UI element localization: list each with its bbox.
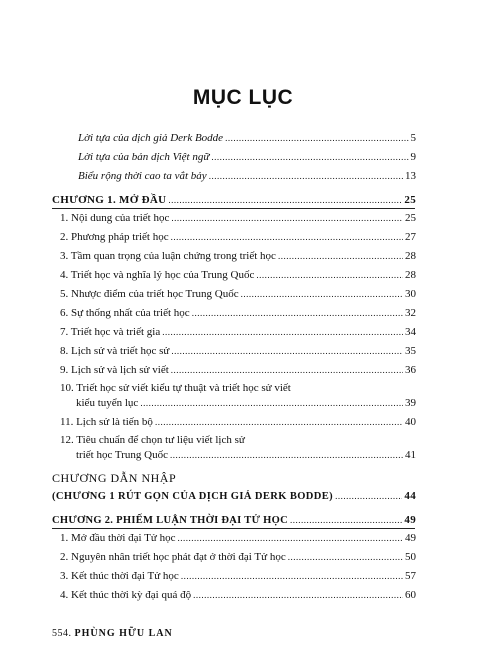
toc-entry-label: 3. Kết thúc thời đại Tử học (60, 570, 179, 582)
chapter-underline (52, 528, 415, 529)
toc-entry-page: 5 (410, 132, 416, 144)
chapter-heading: CHƯƠNG 2. PHIẾM LUẬN THỜI ĐẠI TỬ HỌC (52, 515, 288, 526)
toc-preface-2[interactable] (78, 151, 416, 164)
toc-entry-page: 49 (405, 532, 416, 544)
leader-dots (241, 288, 403, 301)
toc-chapter-2[interactable] (52, 514, 416, 527)
toc-entry-label: Lời tựa của dịch giả Derk Bodde (78, 132, 224, 144)
leader-dots (290, 514, 402, 527)
toc-entry[interactable] (60, 231, 416, 244)
toc-preface-3[interactable] (78, 170, 416, 183)
toc-entry[interactable] (60, 212, 416, 225)
toc-entry[interactable] (60, 269, 416, 282)
leader-dots (278, 250, 403, 263)
toc-entry-page: 35 (405, 345, 416, 357)
toc-entry-label: Lời tựa của bản dịch Việt ngữ (78, 151, 210, 163)
leader-dots (171, 364, 403, 377)
toc-entry[interactable] (60, 551, 416, 564)
toc-entry-label: 1. Nội dung của triết học (60, 212, 170, 224)
toc-entry[interactable] (76, 397, 416, 410)
leader-dots (211, 151, 408, 164)
toc-entry-line1 (60, 434, 245, 447)
leader-dots (171, 212, 403, 225)
toc-entry-page: 28 (405, 250, 416, 262)
leader-dots (192, 307, 403, 320)
leader-dots (335, 490, 402, 503)
toc-entry[interactable] (60, 532, 416, 545)
leader-dots (171, 231, 403, 244)
leader-dots (256, 269, 403, 282)
toc-entry[interactable] (60, 250, 416, 263)
intro-chapter-heading-line1 (52, 472, 176, 485)
toc-entry[interactable] (60, 570, 416, 583)
toc-entry-label: 8. Lịch sử và triết học sử (60, 345, 170, 357)
toc-entry-label: 2. Nguyên nhân triết học phát đạt ở thời đại Tử học (60, 551, 286, 563)
toc-entry[interactable] (60, 288, 416, 301)
leader-dots (170, 449, 403, 462)
toc-entry[interactable] (60, 326, 416, 339)
chapter-page: 25 (404, 194, 416, 206)
toc-entry-label: 12. Tiêu chuẩn để chọn tư liệu viết lịch sử (60, 434, 245, 446)
chapter-page: 44 (404, 490, 416, 502)
toc-entry-label: 1. Mở đầu thời đại Tử học (60, 532, 176, 544)
leader-dots (288, 551, 403, 564)
toc-entry-label: 3. Tầm quan trọng của luận chứng trong triết học (60, 250, 276, 262)
toc-entry-page: 28 (405, 269, 416, 281)
toc-entry-page: 57 (405, 570, 416, 582)
toc-entry-label: 11. Lịch sử là tiến bộ (60, 416, 153, 428)
toc-entry-page: 36 (405, 364, 416, 376)
leader-dots (193, 589, 403, 602)
toc-entry[interactable] (60, 364, 416, 377)
toc-entry-label: 9. Lịch sử và lịch sử viết (60, 364, 169, 376)
toc-intro-chapter[interactable] (52, 490, 416, 503)
toc-entry-label: kiểu tuyển lục (76, 397, 139, 409)
toc-entry-page: 60 (405, 589, 416, 601)
toc-entry-page: 40 (405, 416, 416, 428)
toc-entry-page: 41 (405, 449, 416, 461)
footer-page-number: 554. (52, 628, 72, 639)
toc-entry-page: 32 (405, 307, 416, 319)
page-title: MỤC LỤC (192, 86, 294, 109)
chapter-heading: (CHƯƠNG 1 RÚT GỌN CỦA DỊCH GIẢ DERK BODDE) (52, 491, 334, 502)
leader-dots (177, 532, 403, 545)
leader-dots (181, 570, 403, 583)
toc-entry[interactable] (60, 307, 416, 320)
leader-dots (171, 345, 403, 358)
toc-chapter-1[interactable] (52, 194, 416, 207)
toc-entry[interactable] (76, 449, 416, 462)
toc-entry-line1 (60, 382, 291, 395)
chapter-heading: CHƯƠNG 1. MỞ ĐẦU (52, 194, 167, 206)
toc-entry-page: 9 (410, 151, 416, 163)
leader-dots (209, 170, 403, 183)
toc-entry-label: 4. Triết học và nghĩa lý học của Trung Quốc (60, 269, 255, 281)
toc-entry-label: triết học Trung Quốc (76, 449, 168, 461)
toc-entry-page: 34 (405, 326, 416, 338)
toc-entry-page: 39 (405, 397, 416, 409)
chapter-underline (52, 208, 415, 209)
toc-entry-label: 5. Nhược điểm của triết học Trung Quốc (60, 288, 239, 300)
toc-entry-label: 4. Kết thúc thời kỳ đại quá độ (60, 589, 192, 601)
chapter-heading: CHƯƠNG DẪN NHẬP (52, 471, 177, 485)
chapter-page: 49 (404, 514, 416, 526)
toc-entry-label: 10. Triết học sử viết kiểu tự thuật và triết học sử viết (60, 382, 291, 394)
toc-entry-page: 50 (405, 551, 416, 563)
toc-entry-label: 7. Triết học và triết gia (60, 326, 161, 338)
toc-entry-page: 13 (405, 170, 416, 182)
leader-dots (162, 326, 403, 339)
footer-author: PHÙNG HỮU LAN (74, 628, 173, 639)
leader-dots (168, 194, 402, 207)
toc-entry-label: Biểu rộng thời cao ta vắt bảy (78, 170, 207, 182)
toc-preface-1[interactable] (78, 132, 416, 145)
toc-entry-page: 30 (405, 288, 416, 300)
leader-dots (225, 132, 408, 145)
toc-entry-page: 25 (405, 212, 416, 224)
toc-entry-label: 6. Sự thống nhất của triết học (60, 307, 190, 319)
page-footer (52, 628, 173, 639)
leader-dots (140, 397, 403, 410)
toc-entry[interactable] (60, 589, 416, 602)
toc-entry-page: 27 (405, 231, 416, 243)
leader-dots (155, 416, 403, 429)
toc-entry[interactable] (60, 345, 416, 358)
toc-entry[interactable] (60, 416, 416, 429)
toc-entry-label: 2. Phương pháp triết học (60, 231, 169, 243)
